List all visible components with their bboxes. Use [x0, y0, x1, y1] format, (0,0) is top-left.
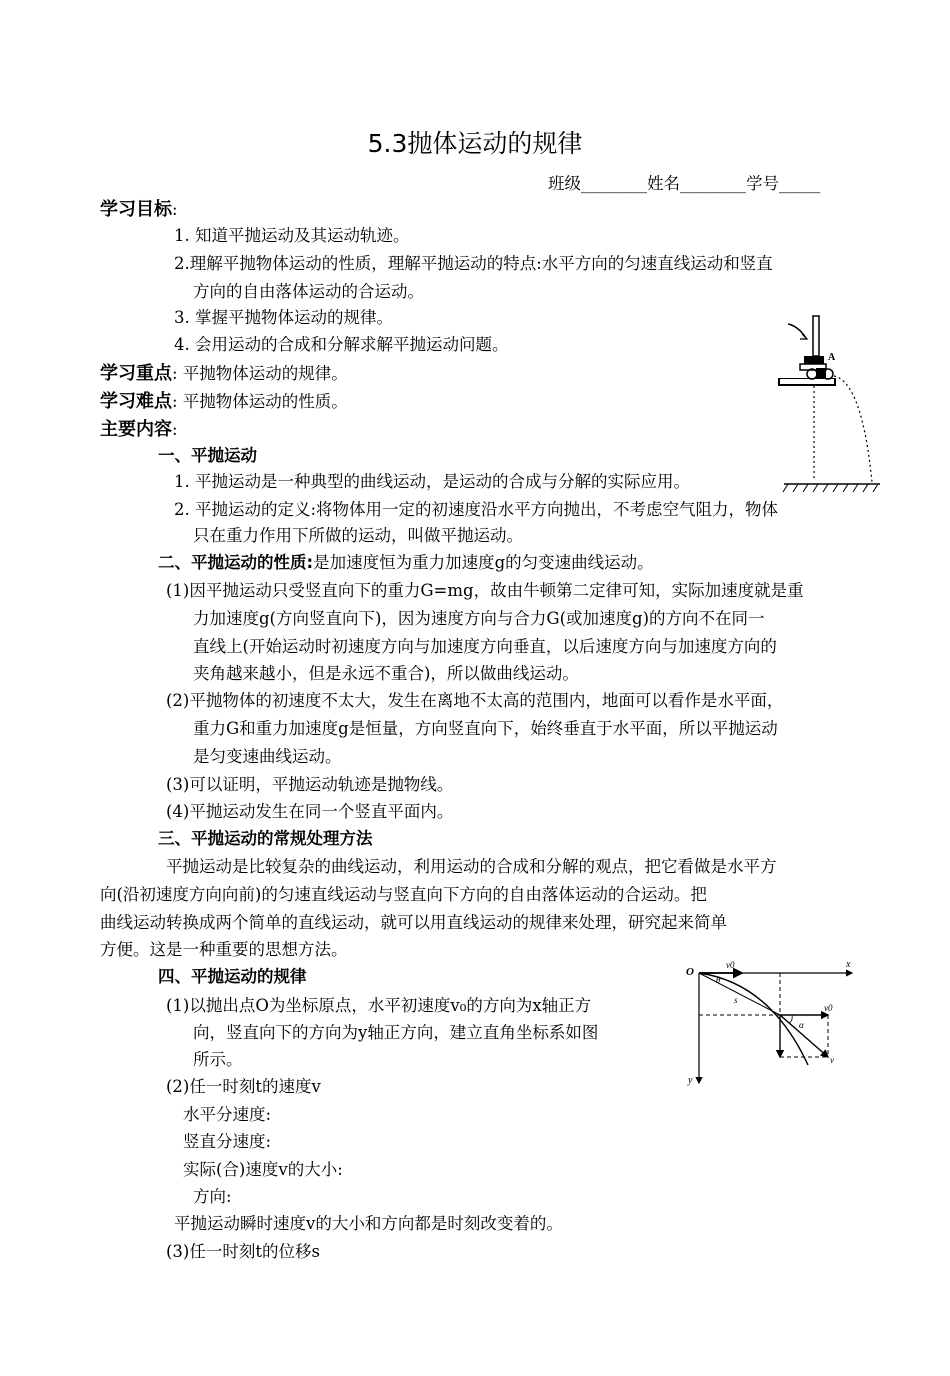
section3-line: 向(沿初速度方向向前)的匀速直线运动与竖直向下方向的自由落体运动的合运动。把	[100, 885, 707, 904]
section2-line: 重力G和重力加速度g是恒量，方向竖直向下，始终垂直于水平面，所以平抛运动	[193, 719, 778, 738]
section1-line: 只在重力作用下所做的运动，叫做平抛运动。	[193, 526, 523, 545]
difficulty-row	[100, 387, 348, 416]
section2-heading-row	[158, 549, 654, 577]
theta-label: θ	[716, 975, 721, 985]
section3-line: 曲线运动转换成两个简单的直线运动，就可以用直线运动的规律来处理，研究起来简单	[100, 913, 727, 932]
student-info-line: 班级________姓名________学号_____	[548, 174, 821, 193]
section1-line: 2. 平抛运动的定义:将物体用一定的初速度沿水平方向抛出，不考虑空气阻力，物体	[174, 500, 779, 519]
section2-heading-rest: 是加速度恒为重力加速度g的匀变速曲线运动。	[313, 553, 654, 572]
section2-line: 直线上(开始运动时初速度方向与加速度方向垂直，以后速度方向与加速度方向的	[193, 637, 777, 656]
v0-right-label: v0	[824, 1003, 833, 1013]
section4-line: (2)任一时刻t的速度v	[166, 1077, 321, 1096]
section3-line: 平抛运动是比较复杂的曲线运动，利用运动的合成和分解的观点，把它看做是水平方	[166, 857, 777, 876]
alpha-label: α	[799, 1020, 804, 1030]
section2-line: (1)因平抛运动只受竖直向下的重力G=mg，故由牛顿第二定律可知，实际加速度就是重	[166, 581, 804, 600]
objective-item: 2.理解平抛物体运动的性质，理解平抛运动的特点:水平方向的匀速直线运动和竖直	[174, 254, 773, 273]
section4-line: 方向:	[193, 1187, 232, 1206]
y-axis-label: y	[688, 1075, 693, 1086]
section1-line: 1. 平抛运动是一种典型的曲线运动，是运动的合成与分解的实际应用。	[174, 472, 690, 491]
v-label: v	[830, 1055, 834, 1065]
section4-heading: 四、平抛运动的规律	[158, 967, 307, 986]
section2-line: 是匀变速曲线运动。	[193, 747, 342, 766]
section4-line: 水平分速度:	[183, 1105, 272, 1124]
apparatus-figure	[776, 312, 886, 494]
difficulty-text: : 平抛物体运动的性质。	[172, 392, 348, 411]
objective-item: 4. 会用运动的合成和分解求解平抛运动问题。	[174, 335, 509, 354]
section4-line: 平抛运动瞬时速度v的大小和方向都是时刻改变着的。	[174, 1214, 563, 1233]
apparatus-label-a: A	[828, 352, 836, 363]
difficulty-label: 学习难点	[100, 391, 172, 412]
section2-line: 夹角越来越小，但是永远不重合)，所以做曲线运动。	[193, 664, 579, 683]
main-content-label: 主要内容	[100, 419, 172, 440]
objectives-colon: :	[172, 200, 178, 219]
origin-label: O	[686, 966, 694, 978]
section4-line: 竖直分速度:	[183, 1132, 272, 1151]
section3-heading: 三、平抛运动的常规处理方法	[158, 829, 373, 848]
section3-line: 方便。这是一种重要的思想方法。	[100, 940, 348, 959]
x-axis-label: x	[846, 959, 851, 970]
key-point-label: 学习重点	[100, 363, 172, 384]
section2-line: (3)可以证明，平抛运动轨迹是抛物线。	[166, 775, 454, 794]
section4-line: (1)以抛出点O为坐标原点，水平初速度v₀的方向为x轴正方	[166, 996, 592, 1015]
section4-line: 所示。	[193, 1050, 243, 1069]
section2-heading: 二、平抛运动的性质:	[158, 553, 314, 572]
s-label: s	[734, 995, 738, 1005]
main-content-row	[100, 415, 178, 444]
objective-item: 3. 掌握平抛物体运动的规律。	[174, 308, 393, 327]
coordinate-diagram	[680, 955, 860, 1087]
key-point-row	[100, 359, 348, 388]
key-point-text: : 平抛物体运动的规律。	[172, 364, 348, 383]
objectives-heading-row	[100, 195, 178, 224]
objective-item: 方向的自由落体运动的合运动。	[193, 282, 424, 301]
main-content-colon: :	[172, 420, 178, 439]
objective-item: 1. 知道平抛运动及其运动轨迹。	[174, 226, 410, 245]
objectives-label: 学习目标	[100, 199, 172, 220]
section4-line: 向，竖直向下的方向为y轴正方向，建立直角坐标系如图	[193, 1023, 599, 1042]
page-title: 5.3抛体运动的规律	[367, 129, 583, 158]
section2-line: (4)平抛运动发生在同一个竖直平面内。	[166, 802, 454, 821]
section2-line: (2)平抛物体的初速度不太大，发生在离地不太高的范围内，地面可以看作是水平面，	[166, 691, 784, 710]
v0-top-label: v0	[726, 960, 735, 970]
section4-line: 实际(合)速度v的大小:	[183, 1160, 343, 1179]
section1-heading: 一、平抛运动	[158, 446, 257, 465]
section4-line: (3)任一时刻t的位移s	[166, 1242, 320, 1261]
section2-line: 力加速度g(方向竖直向下)，因为速度方向与合力G(或加速度g)的方向不在同一	[193, 609, 765, 628]
